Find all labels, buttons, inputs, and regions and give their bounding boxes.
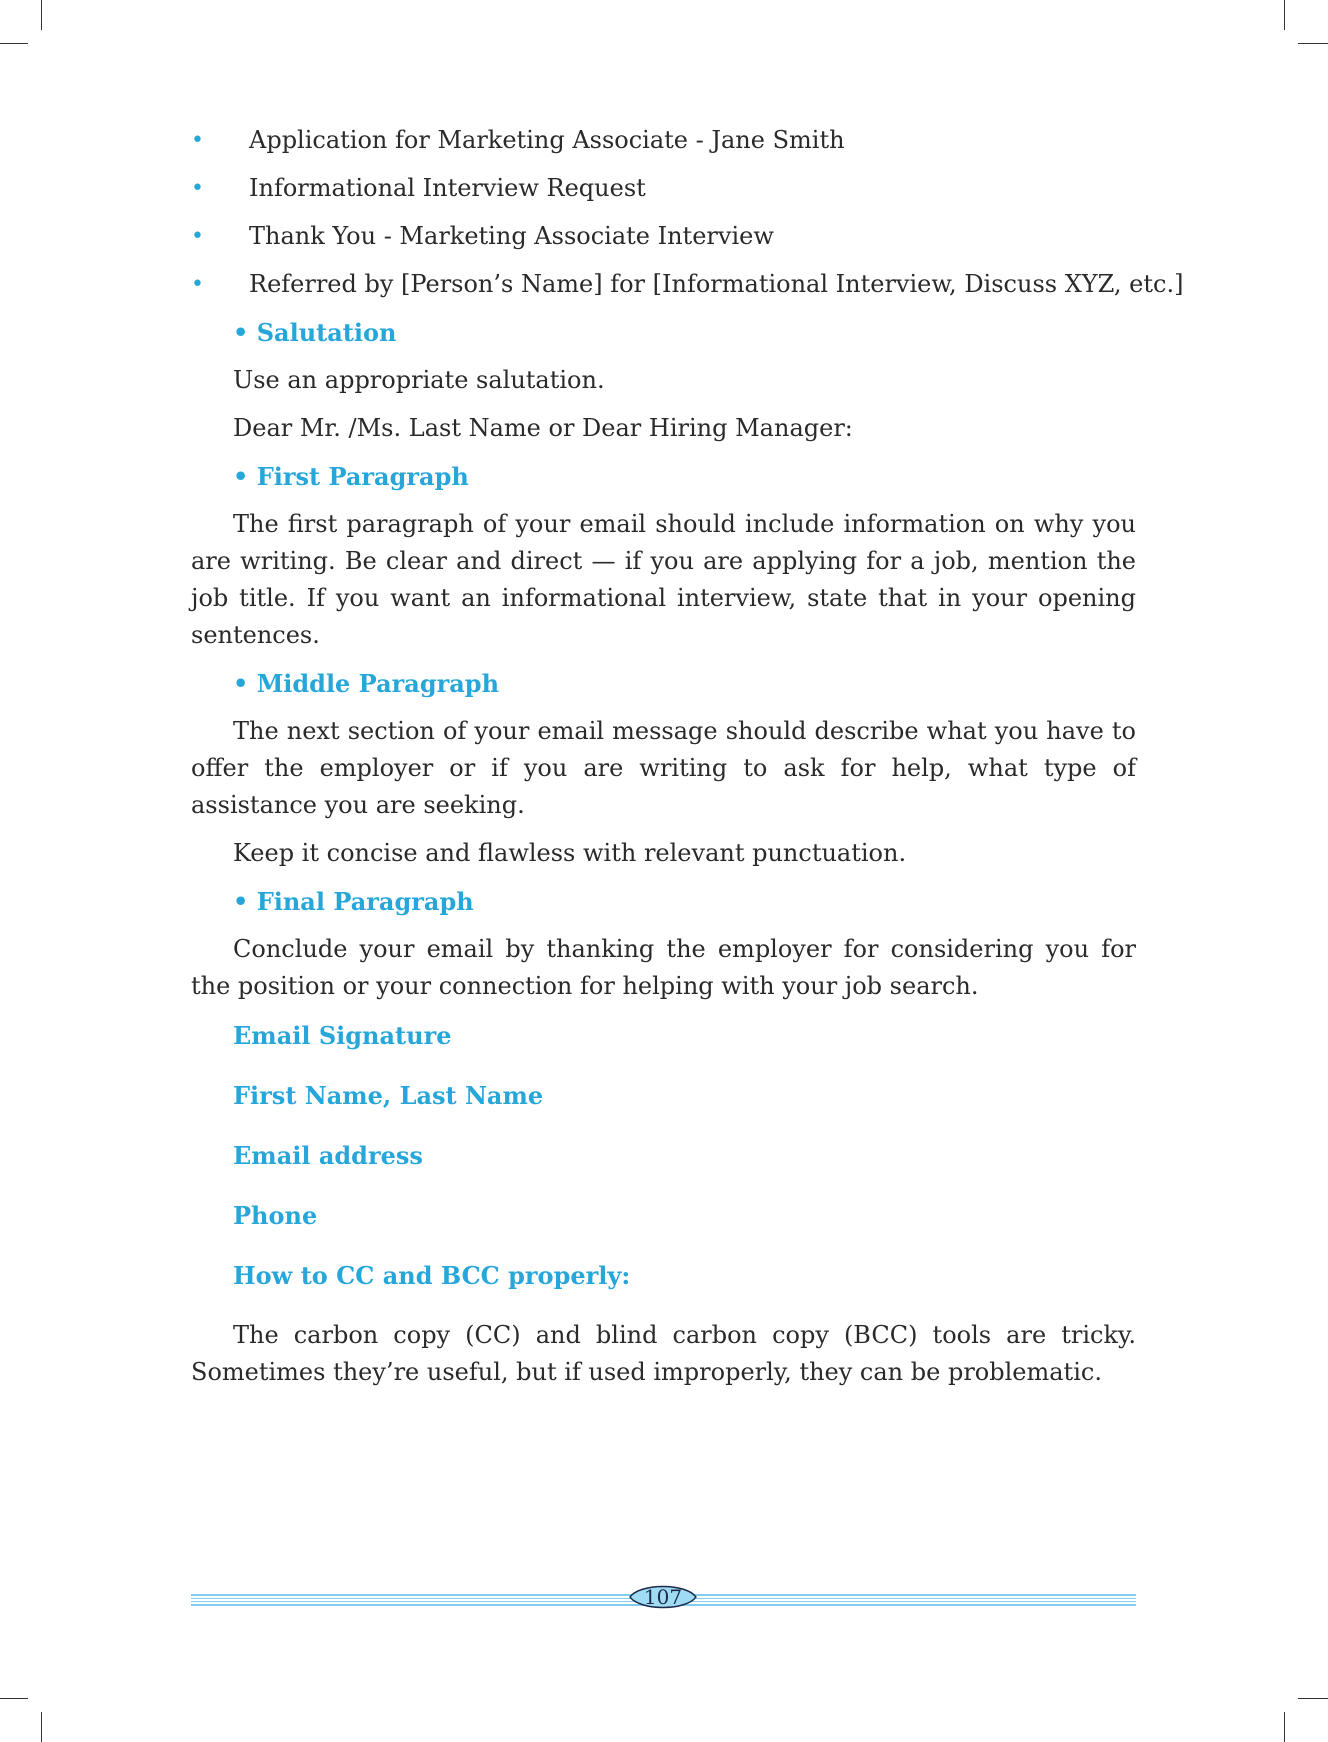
crop-mark-bottom-left-v	[41, 1712, 42, 1742]
list-item	[191, 122, 1136, 170]
list-item-text: Informational Interview Request	[249, 174, 646, 202]
salutation-heading: • Salutation	[233, 318, 397, 347]
crop-mark-top-left-v	[41, 0, 42, 30]
middle-paragraph-heading: • Middle Paragraph	[233, 669, 500, 698]
salutation-example: Dear Mr. /Ms. Last Name or Dear Hiring Manager:	[233, 414, 853, 442]
first-paragraph-text: The first paragraph of your email should include information on why you are writing. Be clear and direct — if you are applying for a job, mention the job title. If you want an informational interview, state that in your opening sentences.	[191, 510, 1136, 649]
bullet-icon: •	[191, 224, 204, 249]
bullet-icon: •	[191, 128, 204, 153]
crop-mark-bottom-right-v	[1284, 1712, 1285, 1742]
signature-email: Email address	[233, 1141, 423, 1170]
cc-bcc-text: The carbon copy (CC) and blind carbon copy (BCC) tools are tricky. Sometimes they’re useful, but if used improperly, they can be problematic.	[191, 1321, 1136, 1386]
bullet-icon: •	[191, 272, 204, 297]
page-number: 107	[643, 1585, 683, 1609]
middle-paragraph-text: The next section of your email message should describe what you have to offer the employer or if you are writing to ask for help, what type of assistance you are seeking.	[191, 717, 1136, 819]
final-paragraph-heading: • Final Paragraph	[233, 887, 474, 916]
final-paragraph-text: Conclude your email by thanking the employer for considering you for the position or your connection for helping with your job search.	[191, 935, 1136, 1000]
email-signature-heading: Email Signature	[233, 1021, 452, 1050]
subject-line-list	[191, 122, 1184, 314]
crop-mark-top-right-h	[1298, 43, 1328, 44]
middle-paragraph-note: Keep it concise and flawless with relevant punctuation.	[233, 839, 907, 867]
crop-mark-bottom-left-h	[0, 1698, 28, 1699]
crop-mark-top-right-v	[1284, 0, 1285, 30]
list-item-text: Thank You - Marketing Associate Interview	[249, 222, 774, 250]
crop-mark-top-left-h	[0, 43, 28, 44]
cc-bcc-heading: How to CC and BCC properly:	[233, 1261, 631, 1290]
first-paragraph-heading: • First Paragraph	[233, 462, 469, 491]
bullet-icon: •	[191, 176, 204, 201]
salutation-instruction: Use an appropriate salutation.	[233, 366, 605, 394]
signature-phone: Phone	[233, 1201, 318, 1230]
list-item	[191, 218, 1136, 266]
crop-mark-bottom-right-h	[1298, 1698, 1328, 1699]
page-content	[191, 122, 1184, 1402]
signature-name: First Name, Last Name	[233, 1081, 544, 1110]
list-item	[191, 170, 1136, 218]
list-item-text: Referred by [Person’s Name] for [Informational Interview, Discuss XYZ, etc.]	[249, 270, 1184, 298]
list-item-text: Application for Marketing Associate - Jane Smith	[249, 126, 845, 154]
list-item	[191, 266, 1184, 314]
